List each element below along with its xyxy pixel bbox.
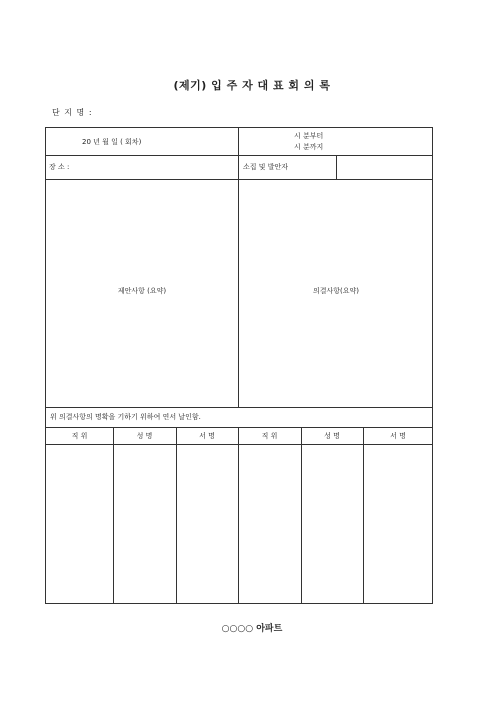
- apartment-footer: ○○○○ 아파트: [221, 624, 283, 634]
- sig-header-name-1: 성 명: [136, 431, 153, 440]
- col-divider-main: [238, 128, 239, 407]
- col-divider-sig-3: [238, 427, 239, 604]
- certification-statement: 위 의결사항의 명확을 기하기 위하여 연서 날인함.: [50, 413, 201, 421]
- document-title: (제기) 입 주 자 대 표 회 의 록: [173, 79, 331, 92]
- col-divider-sig-5: [363, 427, 364, 604]
- sig-header-position-1: 직 위: [71, 431, 88, 440]
- convener-label: 소집 및 발안자: [243, 163, 289, 171]
- row-divider-signature-header: [46, 444, 432, 445]
- place-label: 장 소 :: [49, 163, 70, 171]
- col-divider-sig-2: [176, 427, 177, 604]
- end-time-text: 시 분까지: [294, 143, 324, 151]
- sig-header-signature-2: 서 명: [390, 431, 406, 440]
- sig-header-position-2: 직 위: [261, 431, 278, 440]
- col-divider-sig-1: [113, 427, 114, 604]
- meeting-minutes-form: [45, 127, 433, 604]
- resolution-label: 의결사항(요약): [312, 287, 360, 295]
- complex-name-label: 단 지 명 :: [52, 108, 93, 117]
- col-divider-convener: [336, 155, 337, 179]
- meeting-date-text: 20 년 월 일 ( 회차): [82, 137, 142, 146]
- sig-header-signature-1: 서 명: [199, 431, 215, 440]
- row-divider-datetime: [46, 155, 432, 156]
- row-divider-place: [46, 179, 432, 180]
- proposal-label: 제안사항 (요약): [117, 287, 167, 295]
- sig-header-name-2: 성 명: [324, 431, 340, 440]
- start-time-text: 시 분부터: [294, 132, 324, 140]
- col-divider-sig-4: [301, 427, 302, 604]
